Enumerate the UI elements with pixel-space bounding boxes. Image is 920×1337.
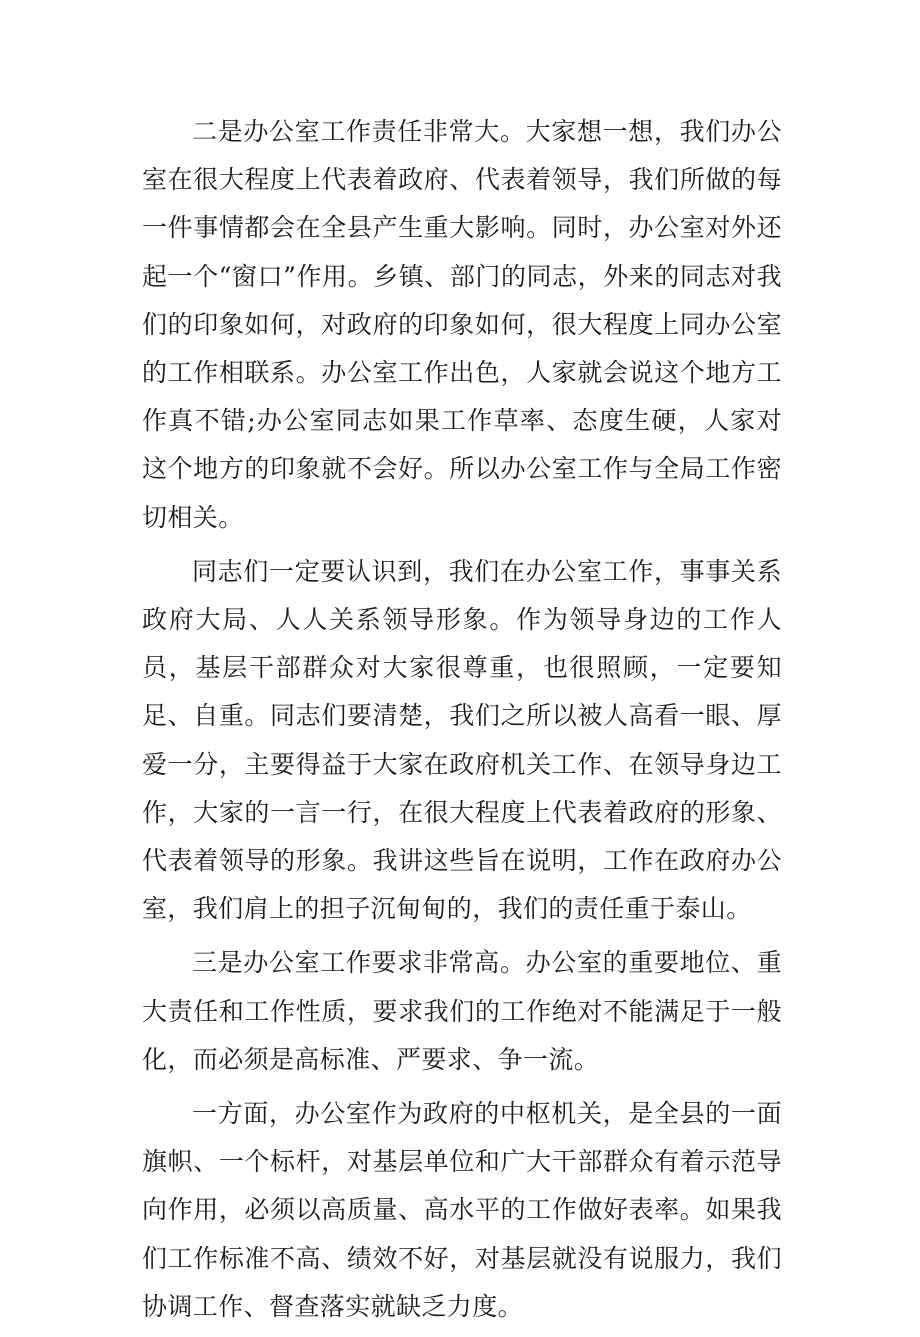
paragraph-comrades-awareness: 同志们一定要认识到，我们在办公室工作，事事关系政府大局、人人关系领导形象。作为领导身边的工作人员，基层干部群众对大家很尊重，也很照顾，一定要知足、自重。同志们要清楚，我们之所以被人高看一眼、厚爱一分，主要得益于大家在政府机关工作、在领导身边工作，大家的一言一行，在很大程度上代表着政府的形象、代表着领导的形象。我讲这些旨在说明，工作在政府办公室，我们肩上的担子沉甸甸的，我们的责任重于泰山。 bbox=[142, 556, 782, 924]
paragraph-office-responsibility: 二是办公室工作责任非常大。大家想一想，我们办公室在很大程度上代表着政府、代表着领导，我们所做的每一件事情都会在全县产生重大影响。同时，办公室对外还起一个“窗口”作用。乡镇、部门的同志，外来的同志对我们的印象如何，对政府的印象如何，很大程度上同办公室的工作相联系。办公室工作出色，人家就会说这个地方工作真不错;办公室同志如果工作草率、态度生硬，人家对这个地方的印象就不会好。所以办公室工作与全局工作密切相关。 bbox=[142, 117, 782, 532]
paragraph-central-organ: 一方面，办公室作为政府的中枢机关，是全县的一面旗帜、一个标杆，对基层单位和广大干部群众有着示范导向作用，必须以高质量、高水平的工作做好表率。如果我们工作标准不高、绩效不好，对基层就没有说服力，我们协调工作、督查落实就缺乏力度。 bbox=[142, 1099, 782, 1321]
paragraph-office-requirements: 三是办公室工作要求非常高。办公室的重要地位、重大责任和工作性质，要求我们的工作绝对不能满足于一般化，而必须是高标准、严要求、争一流。 bbox=[142, 948, 782, 1074]
document-body bbox=[142, 108, 782, 1337]
